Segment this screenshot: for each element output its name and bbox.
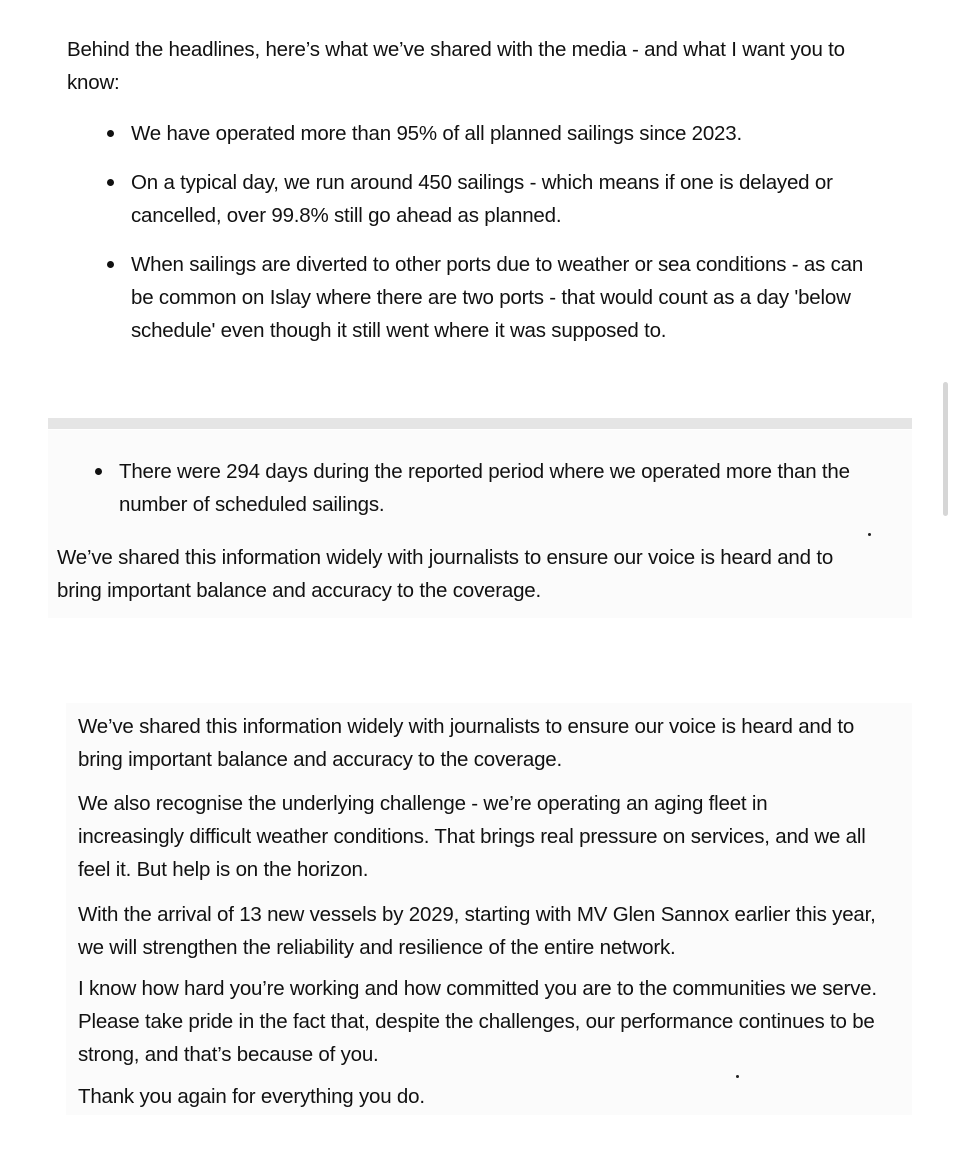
bullet-item: There were 294 days during the reported period where we operated more than the number of scheduled sailings.	[95, 455, 895, 521]
closing-paragraph: We also recognise the underlying challenge - we’re operating an aging fleet in increasingly difficult weather conditions. That brings real pressure on services, and we all feel it. But help is on the horizon.	[78, 792, 866, 881]
closing-paragraph: We’ve shared this information widely with journalists to ensure our voice is heard and to bring important balance and accuracy to the coverage.	[78, 715, 855, 771]
intro-section	[67, 33, 897, 347]
closing-paragraph: Thank you again for everything you do.	[78, 1085, 425, 1108]
intro-paragraph: Behind the headlines, here’s what we’ve shared with the media - and what I want you to know:	[67, 38, 845, 94]
middle-paragraph: We’ve shared this information widely with journalists to ensure our voice is heard and to bring important balance and accuracy to the coverage.	[57, 546, 834, 602]
scan-speck	[868, 533, 871, 536]
top-bullet-list	[107, 117, 877, 347]
bullet-item: We have operated more than 95% of all planned sailings since 2023.	[107, 117, 877, 150]
section-divider	[48, 418, 912, 429]
closing-section	[66, 703, 912, 1115]
bullet-item: On a typical day, we run around 450 sailings - which means if one is delayed or cancelled, over 99.8% still go ahead as planned.	[107, 166, 877, 232]
closing-paragraph: With the arrival of 13 new vessels by 2029, starting with MV Glen Sannox earlier this year, we will strengthen the reliability and resilience of the entire network.	[78, 903, 876, 959]
closing-paragraph: I know how hard you’re working and how committed you are to the communities we serve. Please take pride in the fact that, despite the challenges, our performance continues to be strong, and that’s because of you.	[78, 977, 877, 1066]
scan-speck	[736, 1075, 739, 1078]
bullet-item: When sailings are diverted to other ports due to weather or sea conditions - as can be common on Islay where there are two ports - that would count as a day 'below schedule' even though it still went where it was supposed to.	[107, 248, 877, 347]
scrollbar-thumb[interactable]	[943, 382, 948, 516]
middle-bullet-list	[95, 455, 895, 521]
middle-section	[48, 430, 912, 618]
